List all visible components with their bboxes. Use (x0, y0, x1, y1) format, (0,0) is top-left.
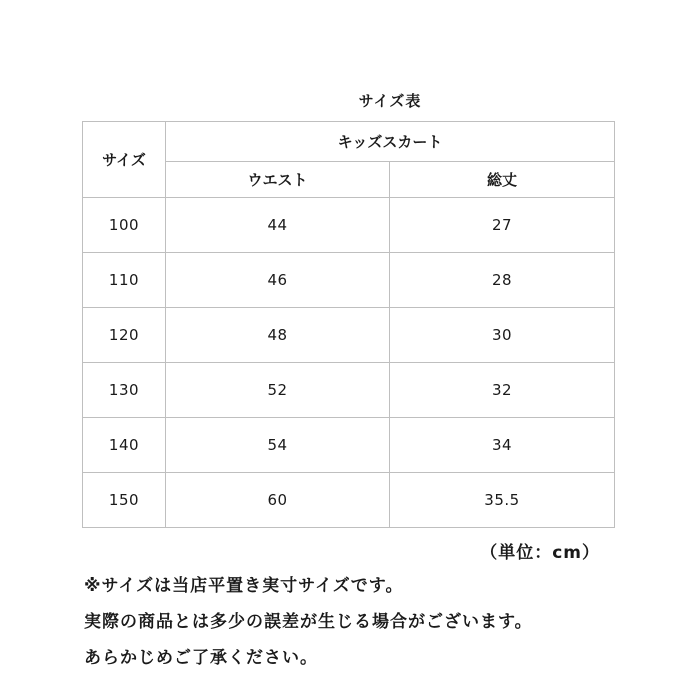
length-cell: 30 (390, 308, 615, 363)
table-row (83, 198, 615, 253)
waist-cell: 48 (166, 308, 390, 363)
size-cell: 120 (83, 308, 166, 363)
length-cell: 27 (390, 198, 615, 253)
waist-cell: 44 (166, 198, 390, 253)
waist-cell: 46 (166, 253, 390, 308)
waist-cell: 54 (166, 418, 390, 473)
table-row (83, 473, 615, 528)
table-row (83, 253, 615, 308)
size-header: サイズ (83, 122, 166, 198)
waist-cell: 52 (166, 363, 390, 418)
note-line: 実際の商品とは多少の誤差が生じる場合がございます。 (84, 612, 533, 632)
waist-cell: 60 (166, 473, 390, 528)
size-cell: 100 (83, 198, 166, 253)
note-line: ※サイズは当店平置き実寸サイズです。 (84, 576, 404, 596)
table-row (83, 418, 615, 473)
notes (84, 568, 684, 676)
size-cell: 150 (83, 473, 166, 528)
size-table (82, 121, 615, 528)
length-cell: 28 (390, 253, 615, 308)
table-title: サイズ表 (358, 92, 422, 110)
group-header: キッズスカート (166, 122, 615, 162)
table-row (83, 308, 615, 363)
length-cell: 35.5 (390, 473, 615, 528)
size-cell: 110 (83, 253, 166, 308)
size-cell: 140 (83, 418, 166, 473)
size-cell: 130 (83, 363, 166, 418)
waist-header: ウエスト (166, 162, 390, 198)
unit-label: （単位：cm） (480, 543, 600, 563)
length-cell: 34 (390, 418, 615, 473)
note-line: あらかじめご了承ください。 (84, 648, 318, 668)
length-cell: 32 (390, 363, 615, 418)
table-row (83, 363, 615, 418)
length-header: 総丈 (390, 162, 615, 198)
